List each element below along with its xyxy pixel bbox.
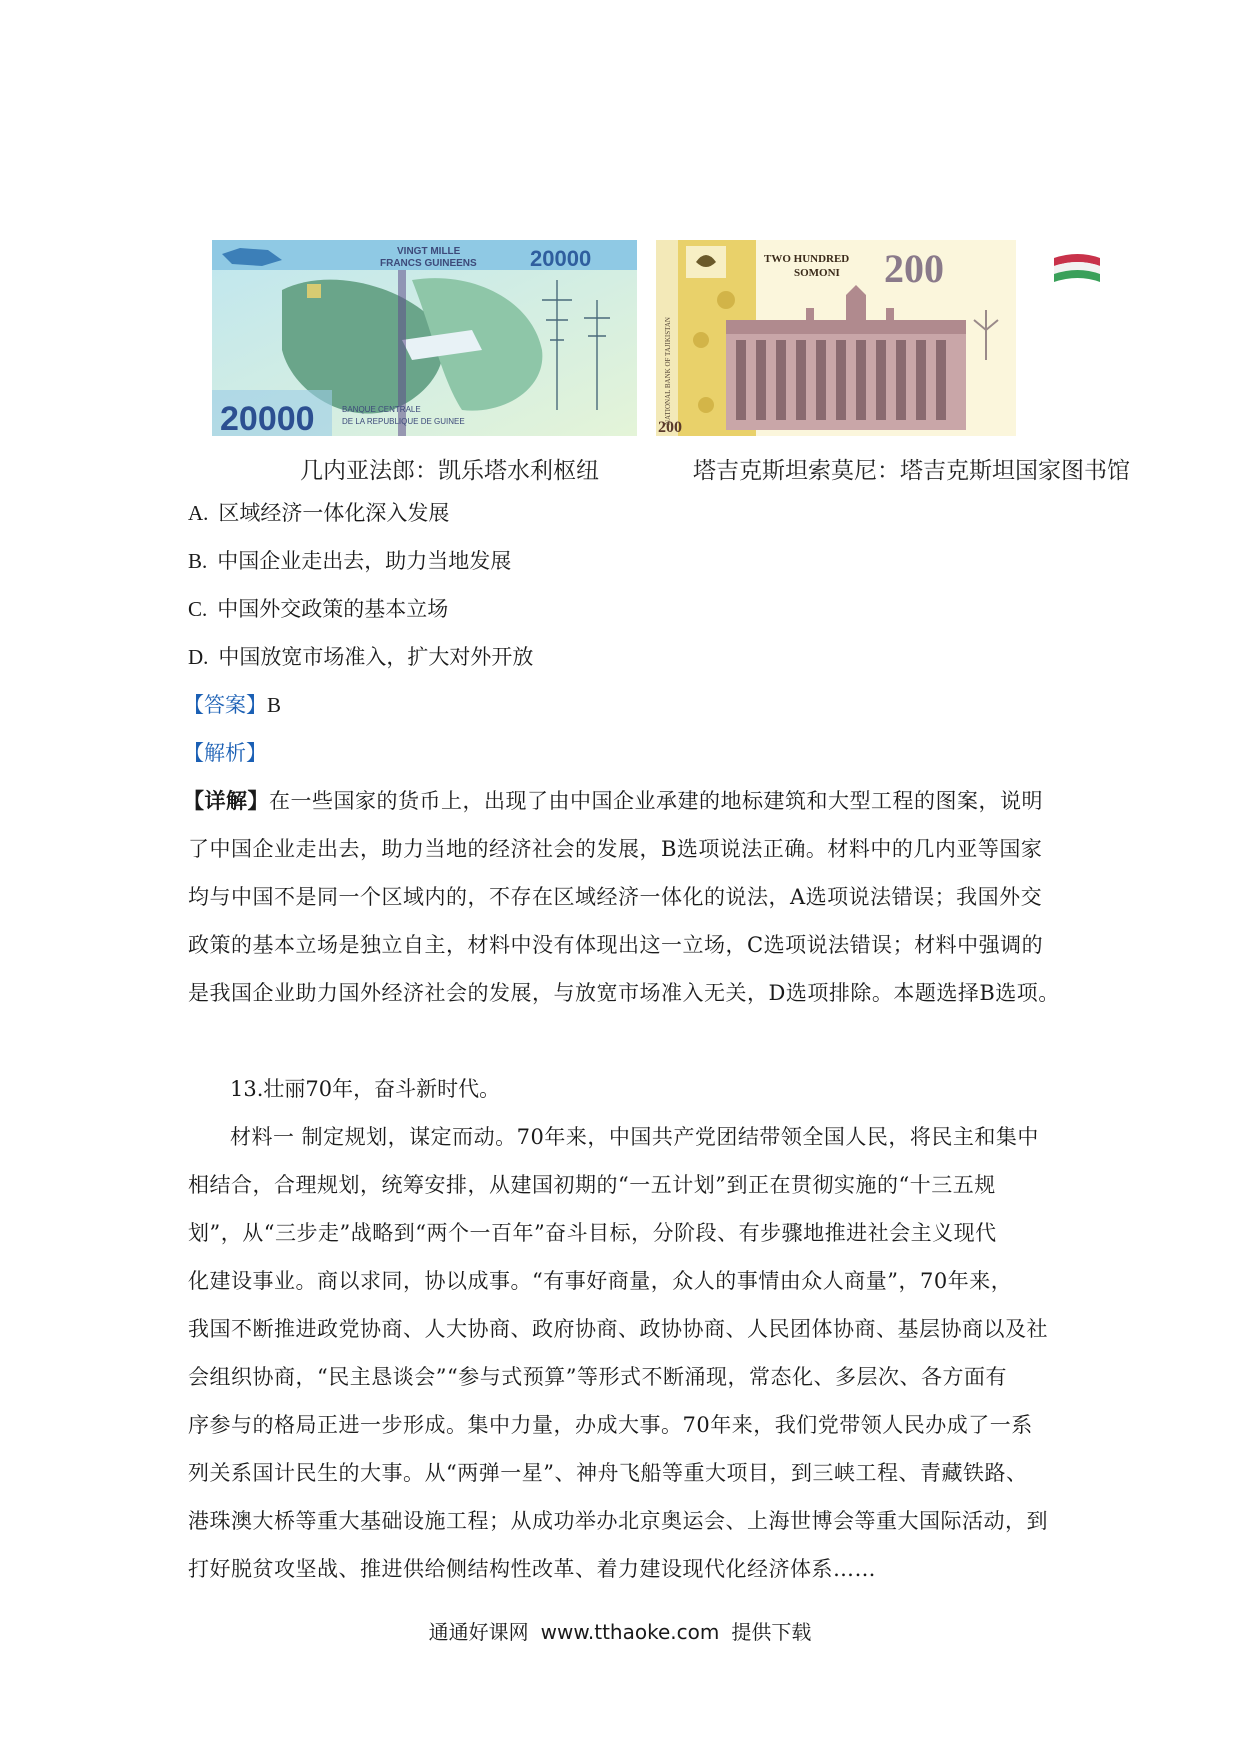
option-letter: D. bbox=[188, 645, 209, 669]
tajik-caption: 塔吉克斯坦索莫尼：塔吉克斯坦国家图书馆 bbox=[693, 458, 1130, 484]
guinea-bank-text-1: BANQUE CENTRALE bbox=[342, 405, 421, 414]
guinea-note-text-top2: FRANCS GUINEENS bbox=[380, 258, 477, 269]
answer-line bbox=[183, 690, 281, 720]
question-13-line-4: 化建设事业。商以求同，协以成事。“有事好商量，众人的事情由众人商量”，70年来， bbox=[188, 1269, 1013, 1293]
question-13-line-1: 材料一 制定规划，谋定而动。70年来，中国共产党团结带领全国人民，将民主和集中 bbox=[230, 1125, 1039, 1149]
guinea-caption: 几内亚法郎：凯乐塔水利枢纽 bbox=[300, 458, 599, 484]
question-13-line-9: 港珠澳大桥等重大基础设施工程；从成功举办北京奥运会、上海世博会等重大国际活动，到 bbox=[188, 1509, 1048, 1533]
detail-line-5: 是我国企业助力国外经济社会的发展，与放宽市场准入无关，D选项排除。本题选择B选项。 bbox=[188, 981, 1060, 1005]
tajik-note-text-top2: SOMONI bbox=[794, 267, 840, 279]
footer-suffix: 提供下载 bbox=[731, 1620, 812, 1644]
detail-line-1 bbox=[183, 786, 1043, 816]
option-letter: B. bbox=[188, 549, 208, 573]
tajik-flag-icon bbox=[1052, 252, 1102, 288]
detail-label: 【详解】 bbox=[183, 788, 269, 813]
guinea-denomination-large: 20000 bbox=[220, 400, 315, 436]
answer-label: 【答案】 bbox=[183, 693, 267, 717]
question-13-title: 13.壮丽70年，奋斗新时代。 bbox=[230, 1077, 501, 1101]
analysis-label: 【解析】 bbox=[183, 741, 267, 765]
detail-line-4: 政策的基本立场是独立自主，材料中没有体现出这一立场，C选项说法错误；材料中强调的 bbox=[188, 933, 1044, 957]
page-footer bbox=[0, 1616, 1240, 1645]
guinea-denomination-small: 20000 bbox=[530, 246, 592, 271]
question-13-line-8: 列关系国计民生的大事。从“两弹一星”、神舟飞船等重大项目，到三峡工程、青藏铁路、 bbox=[188, 1461, 1028, 1485]
answer-value: B bbox=[267, 693, 282, 717]
guinea-bank-text-2: DE LA REPUBLIQUE DE GUINEE bbox=[342, 417, 465, 426]
detail-line-2: 了中国企业走出去，助力当地的经济社会的发展，B选项说法正确。材料中的几内亚等国家 bbox=[188, 837, 1043, 861]
option-text: 区域经济一体化深入发展 bbox=[218, 501, 450, 525]
question-13-line-6: 会组织协商，“民主恳谈会”“参与式预算”等形式不断涌现，常态化、多层次、各方面有 bbox=[188, 1365, 1007, 1389]
question-13-line-3: 划”，从“三步走”战略到“两个一百年”奋斗目标，分阶段、有步骤地推进社会主义现代 bbox=[188, 1221, 997, 1245]
option-b bbox=[188, 546, 511, 576]
question-13-line-5: 我国不断推进政党协商、人大协商、政府协商、政协协商、人民团体协商、基层协商以及社 bbox=[188, 1317, 1048, 1341]
option-d bbox=[188, 642, 533, 672]
guinea-note-text-top: VINGT MILLE bbox=[397, 246, 461, 257]
option-c bbox=[188, 594, 448, 624]
option-text: 中国外交政策的基本立场 bbox=[217, 597, 449, 621]
option-letter: C. bbox=[188, 597, 208, 621]
tajik-banknote-image bbox=[656, 240, 1016, 436]
tajik-side-text: NATIONAL BANK OF TAJIKISTAN bbox=[664, 317, 672, 425]
guinea-banknote-image bbox=[212, 240, 637, 436]
option-letter: A. bbox=[188, 501, 209, 525]
question-13-line-2: 相结合，合理规划，统筹安排，从建国初期的“一五计划”到正在贯彻实施的“十三五规 bbox=[188, 1173, 996, 1197]
tajik-banknote-art bbox=[656, 240, 1016, 436]
option-a bbox=[188, 498, 449, 528]
detail-line-3: 均与中国不是同一个区域内的，不存在区域经济一体化的说法，A选项说法错误；我国外交 bbox=[188, 885, 1043, 909]
tajik-denomination-small: 200 bbox=[658, 419, 682, 436]
tajik-note-text-top: TWO HUNDRED bbox=[764, 253, 850, 265]
guinea-banknote-art bbox=[212, 240, 637, 436]
footer-site-name: 通通好课网 bbox=[428, 1620, 529, 1644]
question-13-line-10: 打好脱贫攻坚战、推进供给侧结构性改革、着力建设现代化经济体系…… bbox=[188, 1557, 876, 1581]
footer-url[interactable]: www.tthaoke.com bbox=[540, 1620, 720, 1644]
detail-text: 在一些国家的货币上，出现了由中国企业承建的地标建筑和大型工程的图案，说明 bbox=[269, 789, 1043, 813]
option-text: 中国放宽市场准入，扩大对外开放 bbox=[218, 645, 534, 669]
question-13-line-7: 序参与的格局正进一步形成。集中力量，办成大事。70年来，我们党带领人民办成了一系 bbox=[188, 1413, 1033, 1437]
option-text: 中国企业走出去，助力当地发展 bbox=[217, 549, 512, 573]
tajik-denomination-large: 200 bbox=[884, 246, 944, 291]
